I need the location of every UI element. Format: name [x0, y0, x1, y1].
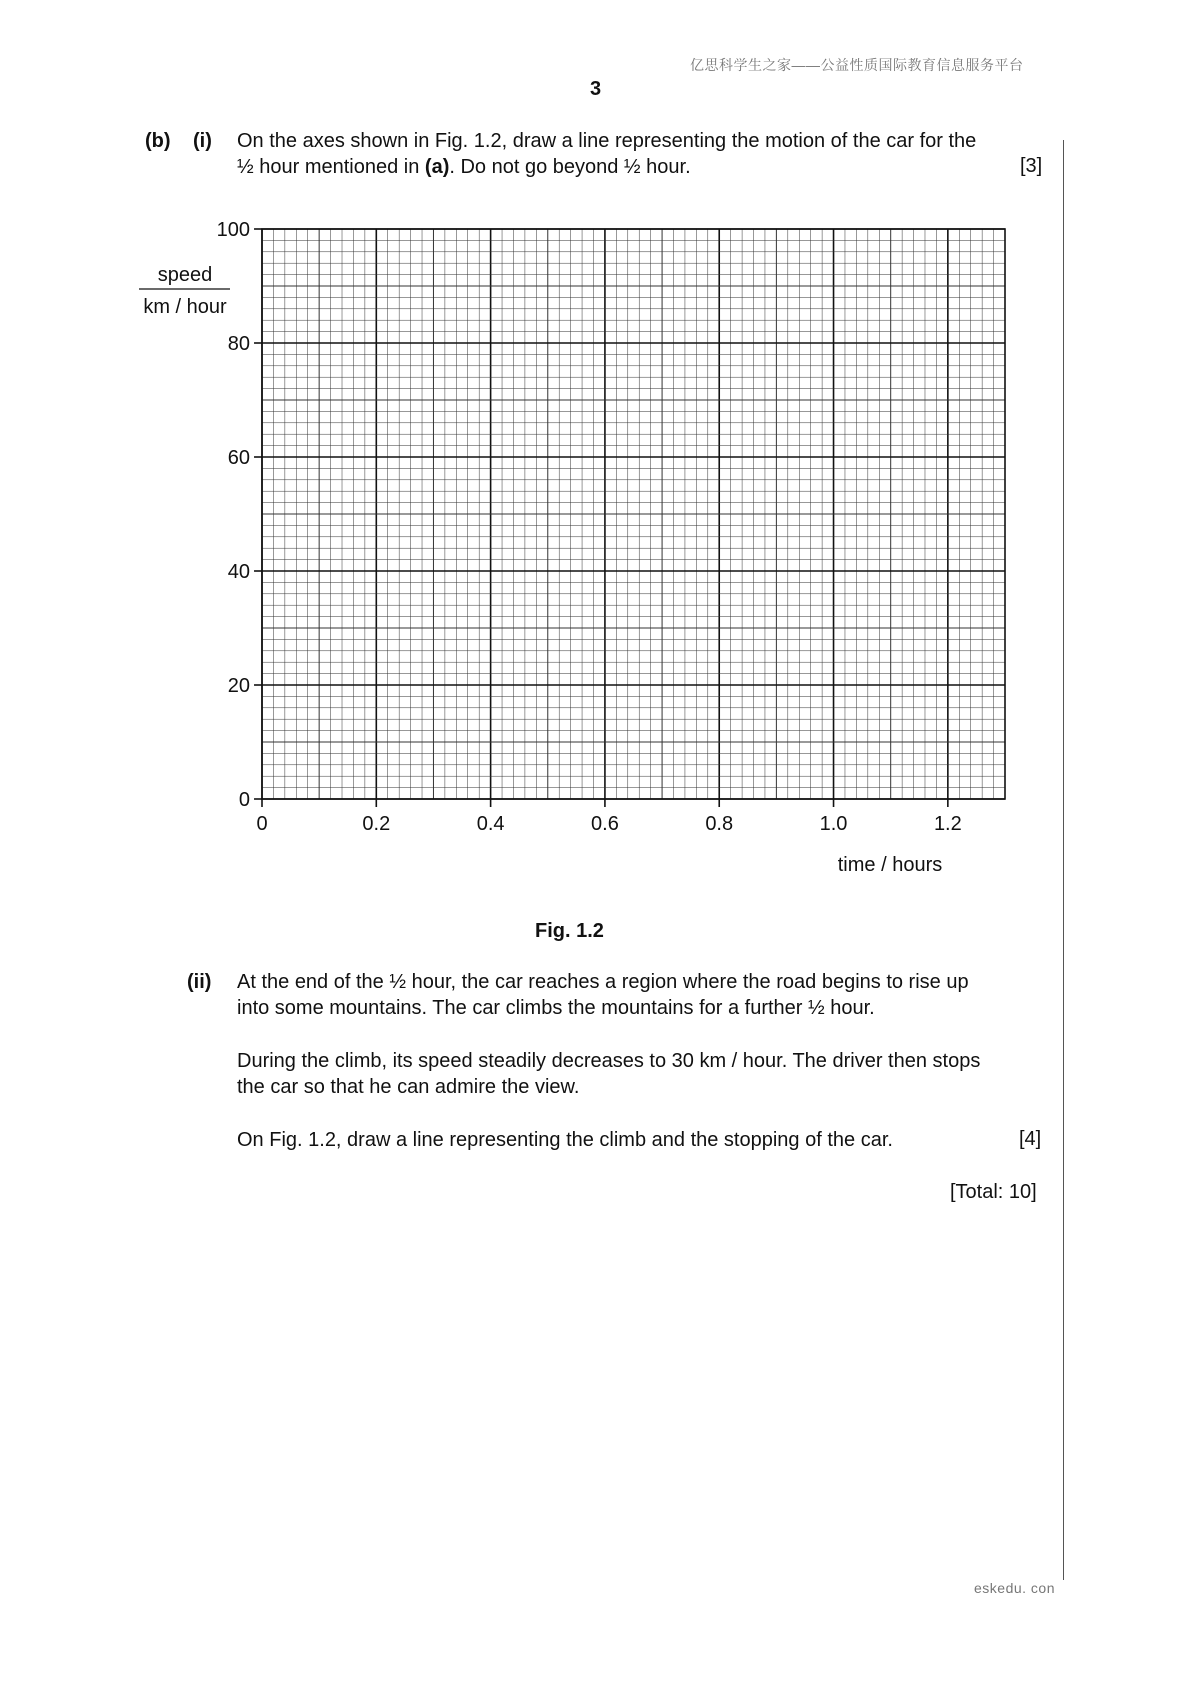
x-tick-label: 0.2 [362, 813, 391, 835]
y-tick-label: 40 [227, 561, 250, 583]
x-tick-label: 0.4 [476, 813, 505, 835]
part-b-ii-label: (ii) [187, 971, 212, 993]
question-b-ii-p1-line2: into some mountains. The car climbs the mountains for a further ½ hour. [237, 997, 875, 1019]
y-tick-label: 60 [227, 447, 250, 469]
watermark-top: 亿思科学生之家——公益性质国际教育信息服务平台 [690, 57, 1024, 73]
question-b-ii-p2-line2: the car so that he can admire the view. [237, 1076, 580, 1098]
y-tick-label: 20 [227, 675, 250, 697]
question-b-ii-p1-line1: At the end of the ½ hour, the car reaches a region where the road begins to rise up [237, 971, 969, 993]
question-b-i-ref: (a) [424, 156, 450, 178]
y-tick-label: 100 [216, 219, 250, 241]
marks-b-ii: [4] [1019, 1128, 1042, 1150]
x-tick-label: 0.6 [591, 813, 619, 835]
x-tick-label: 1.0 [819, 813, 848, 835]
x-axis-label: time / hours [837, 854, 943, 876]
y-axis-label-numerator: speed [157, 264, 213, 286]
x-tick-label: 1.2 [933, 813, 962, 835]
question-b-i-line2-post: . Do not go beyond ½ hour. [449, 156, 691, 178]
y-tick-label: 80 [227, 333, 250, 355]
page-number: 3 [590, 78, 602, 100]
question-b-ii-p2-line1: During the climb, its speed steadily decreases to 30 km / hour. The driver then stops [237, 1050, 981, 1072]
x-tick-label: 0.8 [705, 813, 734, 835]
y-axis-label-denominator: km / hour [143, 296, 227, 318]
figure-caption: Fig. 1.2 [535, 920, 604, 942]
marks-b-i: [3] [1020, 155, 1043, 177]
question-b-i-line1: On the axes shown in Fig. 1.2, draw a line representing the motion of the car for the [237, 130, 977, 152]
question-b-ii-p3: On Fig. 1.2, draw a line representing the climb and the stopping of the car. [237, 1129, 893, 1151]
watermark-bottom: eskedu. con [974, 1580, 1055, 1596]
y-tick-label: 0 [238, 789, 250, 811]
question-b-i-line2-pre: ½ hour mentioned in [237, 156, 425, 178]
total-marks: [Total: 10] [950, 1181, 1037, 1203]
x-tick-label: 0 [256, 813, 268, 835]
part-b-label: (b) [145, 130, 171, 152]
part-b-i-label: (i) [193, 130, 212, 152]
